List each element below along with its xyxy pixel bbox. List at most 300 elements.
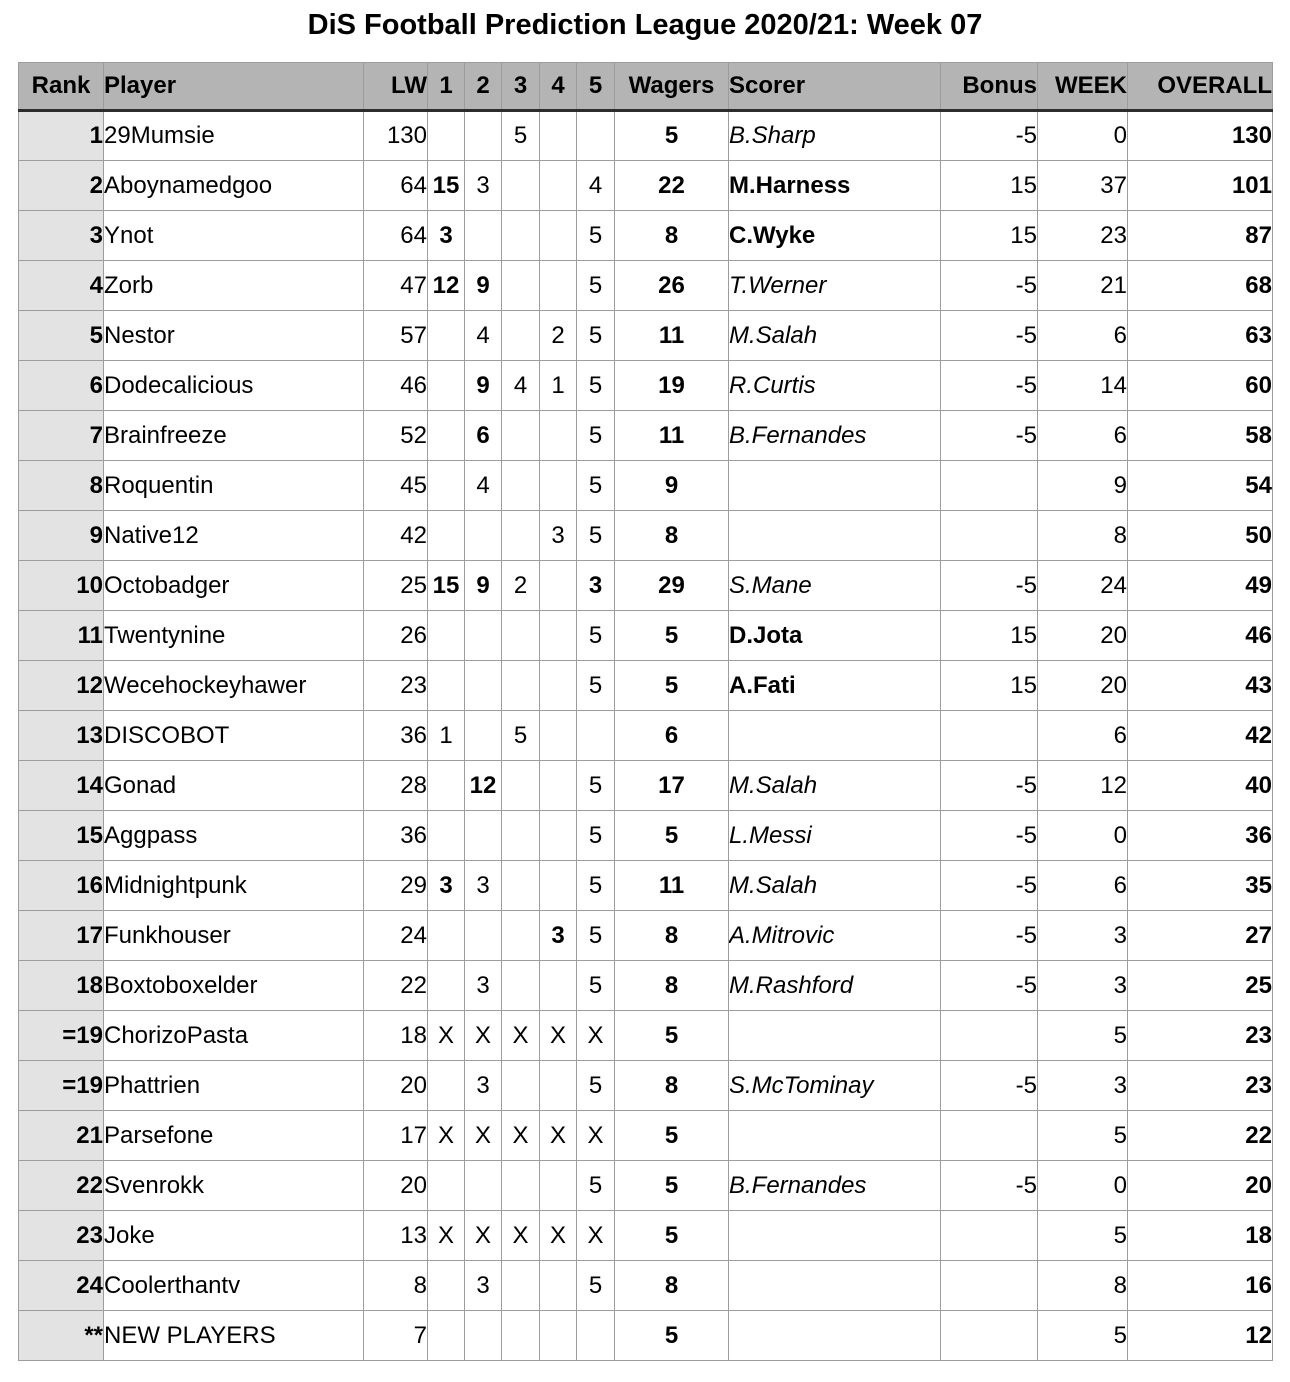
lw-cell: 18 [364,1011,428,1061]
col-header-player: Player [104,63,364,111]
pick-cell-2 [465,511,502,561]
bonus-cell: -5 [941,411,1038,461]
pick-cell-4 [540,811,577,861]
player-cell: Joke [104,1211,364,1261]
col-header-pick-4: 4 [540,63,577,111]
player-cell: Ynot [104,211,364,261]
rank-cell: =19 [19,1011,104,1061]
pick-cell-1: X [428,1111,465,1161]
week-cell: 8 [1038,511,1128,561]
week-cell: 5 [1038,1211,1128,1261]
pick-cell-3 [502,761,540,811]
overall-cell: 87 [1128,211,1273,261]
header-row [19,63,1273,111]
player-cell: 29Mumsie [104,111,364,161]
lw-cell: 8 [364,1261,428,1311]
pick-cell-1: 12 [428,261,465,311]
bonus-cell [941,1111,1038,1161]
overall-cell: 130 [1128,111,1273,161]
week-cell: 3 [1038,961,1128,1011]
pick-cell-1 [428,911,465,961]
pick-cell-4 [540,1311,577,1361]
table-row [19,311,1273,361]
bonus-cell: -5 [941,911,1038,961]
table-row [19,761,1273,811]
pick-cell-3 [502,1161,540,1211]
pick-cell-2: 3 [465,161,502,211]
rank-cell: 3 [19,211,104,261]
player-cell: Svenrokk [104,1161,364,1211]
pick-cell-1 [428,361,465,411]
wagers-cell: 5 [615,661,729,711]
bonus-cell [941,511,1038,561]
player-cell: Midnightpunk [104,861,364,911]
rank-cell: 12 [19,661,104,711]
pick-cell-3 [502,261,540,311]
week-cell: 21 [1038,261,1128,311]
bonus-cell [941,711,1038,761]
bonus-cell: -5 [941,961,1038,1011]
week-cell: 0 [1038,1161,1128,1211]
pick-cell-3 [502,861,540,911]
pick-cell-2 [465,711,502,761]
table-row [19,411,1273,461]
pick-cell-1: 1 [428,711,465,761]
scorer-cell: M.Salah [729,761,941,811]
table-row [19,1011,1273,1061]
pick-cell-1 [428,511,465,561]
week-cell: 20 [1038,661,1128,711]
lw-cell: 22 [364,961,428,1011]
pick-cell-1 [428,411,465,461]
pick-cell-1: 15 [428,161,465,211]
lw-cell: 24 [364,911,428,961]
week-cell: 6 [1038,311,1128,361]
week-cell: 20 [1038,611,1128,661]
bonus-cell: -5 [941,1161,1038,1211]
scorer-cell: M.Salah [729,311,941,361]
pick-cell-1 [428,811,465,861]
overall-cell: 23 [1128,1061,1273,1111]
week-cell: 12 [1038,761,1128,811]
overall-cell: 25 [1128,961,1273,1011]
player-cell: Twentynine [104,611,364,661]
bonus-cell: -5 [941,861,1038,911]
col-header-bonus: Bonus [941,63,1038,111]
bonus-cell: -5 [941,261,1038,311]
week-cell: 9 [1038,461,1128,511]
pick-cell-4 [540,411,577,461]
pick-cell-1 [428,1261,465,1311]
wagers-cell: 11 [615,861,729,911]
scorer-cell: M.Salah [729,861,941,911]
player-cell: Gonad [104,761,364,811]
col-header-pick-2: 2 [465,63,502,111]
lw-cell: 130 [364,111,428,161]
pick-cell-4 [540,1161,577,1211]
scorer-cell [729,1311,941,1361]
rank-cell: 10 [19,561,104,611]
bonus-cell: -5 [941,1061,1038,1111]
pick-cell-2 [465,611,502,661]
pick-cell-1 [428,961,465,1011]
pick-cell-5: 5 [577,661,615,711]
wagers-cell: 5 [615,811,729,861]
bonus-cell: -5 [941,361,1038,411]
player-cell: NEW PLAYERS [104,1311,364,1361]
pick-cell-2: 3 [465,1061,502,1111]
pick-cell-5: 5 [577,1061,615,1111]
pick-cell-1 [428,1311,465,1361]
scorer-cell [729,1111,941,1161]
wagers-cell: 19 [615,361,729,411]
week-cell: 23 [1038,211,1128,261]
lw-cell: 26 [364,611,428,661]
scorer-cell [729,1211,941,1261]
pick-cell-2: 9 [465,261,502,311]
pick-cell-3 [502,211,540,261]
wagers-cell: 29 [615,561,729,611]
pick-cell-5: X [577,1111,615,1161]
pick-cell-5: 5 [577,611,615,661]
pick-cell-4: X [540,1011,577,1061]
table-row [19,1161,1273,1211]
scorer-cell [729,1261,941,1311]
player-cell: Boxtoboxelder [104,961,364,1011]
player-cell: Dodecalicious [104,361,364,411]
pick-cell-3 [502,911,540,961]
overall-cell: 43 [1128,661,1273,711]
col-header-pick-3: 3 [502,63,540,111]
scorer-cell: M.Rashford [729,961,941,1011]
player-cell: Wecehockeyhawer [104,661,364,711]
pick-cell-4 [540,1061,577,1111]
player-cell: DISCOBOT [104,711,364,761]
rank-cell: 1 [19,111,104,161]
week-cell: 5 [1038,1111,1128,1161]
bonus-cell: -5 [941,761,1038,811]
table-row [19,211,1273,261]
pick-cell-5: 5 [577,261,615,311]
overall-cell: 42 [1128,711,1273,761]
table-row [19,361,1273,411]
col-header-wagers: Wagers [615,63,729,111]
overall-cell: 35 [1128,861,1273,911]
player-cell: Aggpass [104,811,364,861]
pick-cell-5: 3 [577,561,615,611]
scorer-cell: C.Wyke [729,211,941,261]
pick-cell-3 [502,511,540,561]
pick-cell-3: X [502,1011,540,1061]
pick-cell-5: 5 [577,311,615,361]
table-row [19,161,1273,211]
pick-cell-4 [540,761,577,811]
overall-cell: 16 [1128,1261,1273,1311]
lw-cell: 45 [364,461,428,511]
wagers-cell: 26 [615,261,729,311]
pick-cell-1 [428,1061,465,1111]
table-row [19,911,1273,961]
table-row [19,111,1273,161]
bonus-cell [941,1011,1038,1061]
week-cell: 6 [1038,861,1128,911]
pick-cell-1: X [428,1211,465,1261]
lw-cell: 57 [364,311,428,361]
wagers-cell: 8 [615,1261,729,1311]
lw-cell: 20 [364,1161,428,1211]
pick-cell-4 [540,111,577,161]
week-cell: 5 [1038,1311,1128,1361]
lw-cell: 25 [364,561,428,611]
week-cell: 3 [1038,1061,1128,1111]
table-row [19,611,1273,661]
pick-cell-4 [540,711,577,761]
wagers-cell: 8 [615,211,729,261]
pick-cell-1 [428,761,465,811]
bonus-cell [941,1211,1038,1261]
pick-cell-1 [428,311,465,361]
pick-cell-3 [502,961,540,1011]
pick-cell-3 [502,661,540,711]
lw-cell: 7 [364,1311,428,1361]
overall-cell: 68 [1128,261,1273,311]
overall-cell: 46 [1128,611,1273,661]
lw-cell: 64 [364,211,428,261]
bonus-cell: 15 [941,161,1038,211]
pick-cell-5: 5 [577,361,615,411]
scorer-cell: S.Mane [729,561,941,611]
pick-cell-3 [502,411,540,461]
pick-cell-3 [502,611,540,661]
pick-cell-2: 9 [465,361,502,411]
lw-cell: 36 [364,711,428,761]
pick-cell-2: 3 [465,861,502,911]
pick-cell-3 [502,461,540,511]
scorer-cell: M.Harness [729,161,941,211]
pick-cell-4 [540,561,577,611]
wagers-cell: 9 [615,461,729,511]
lw-cell: 46 [364,361,428,411]
week-cell: 8 [1038,1261,1128,1311]
pick-cell-4 [540,161,577,211]
wagers-cell: 8 [615,911,729,961]
rank-cell: 24 [19,1261,104,1311]
rank-cell: 9 [19,511,104,561]
table-row [19,461,1273,511]
pick-cell-2: X [465,1211,502,1261]
player-cell: Zorb [104,261,364,311]
week-cell: 6 [1038,711,1128,761]
pick-cell-3: 2 [502,561,540,611]
pick-cell-5: 5 [577,961,615,1011]
pick-cell-2 [465,911,502,961]
lw-cell: 13 [364,1211,428,1261]
pick-cell-4 [540,611,577,661]
table-row [19,861,1273,911]
rank-cell: =19 [19,1061,104,1111]
pick-cell-2 [465,111,502,161]
wagers-cell: 11 [615,411,729,461]
col-header-rank: Rank [19,63,104,111]
wagers-cell: 8 [615,511,729,561]
rank-cell: 5 [19,311,104,361]
wagers-cell: 5 [615,1311,729,1361]
pick-cell-5: 5 [577,461,615,511]
bonus-cell [941,461,1038,511]
pick-cell-3: 5 [502,111,540,161]
scorer-cell: B.Fernandes [729,411,941,461]
rank-cell: 4 [19,261,104,311]
scorer-cell [729,711,941,761]
scorer-cell: T.Werner [729,261,941,311]
table-row [19,511,1273,561]
pick-cell-5: 5 [577,861,615,911]
pick-cell-5: X [577,1011,615,1061]
wagers-cell: 5 [615,1111,729,1161]
player-cell: Nestor [104,311,364,361]
pick-cell-4 [540,1261,577,1311]
player-cell: Brainfreeze [104,411,364,461]
col-header-overall: OVERALL [1128,63,1273,111]
scorer-cell: A.Fati [729,661,941,711]
pick-cell-2: X [465,1111,502,1161]
pick-cell-4 [540,961,577,1011]
rank-cell: 11 [19,611,104,661]
rank-cell: 16 [19,861,104,911]
week-cell: 5 [1038,1011,1128,1061]
wagers-cell: 8 [615,1061,729,1111]
wagers-cell: 17 [615,761,729,811]
overall-cell: 60 [1128,361,1273,411]
rank-cell: 13 [19,711,104,761]
rank-cell: 14 [19,761,104,811]
week-cell: 14 [1038,361,1128,411]
bonus-cell [941,1311,1038,1361]
wagers-cell: 8 [615,961,729,1011]
pick-cell-1 [428,611,465,661]
pick-cell-5 [577,1311,615,1361]
table-row [19,661,1273,711]
week-cell: 0 [1038,111,1128,161]
player-cell: Parsefone [104,1111,364,1161]
pick-cell-4 [540,461,577,511]
wagers-cell: 5 [615,1011,729,1061]
table-row [19,1061,1273,1111]
pick-cell-4: X [540,1111,577,1161]
lw-cell: 47 [364,261,428,311]
player-cell: Coolerthantv [104,1261,364,1311]
wagers-cell: 5 [615,1161,729,1211]
rank-cell: ** [19,1311,104,1361]
pick-cell-3 [502,1311,540,1361]
pick-cell-5: 5 [577,1161,615,1211]
pick-cell-5: 5 [577,211,615,261]
pick-cell-5: 5 [577,761,615,811]
bonus-cell: -5 [941,811,1038,861]
bonus-cell: -5 [941,111,1038,161]
table-row [19,561,1273,611]
overall-cell: 12 [1128,1311,1273,1361]
bonus-cell: 15 [941,661,1038,711]
overall-cell: 63 [1128,311,1273,361]
wagers-cell: 5 [615,1211,729,1261]
lw-cell: 42 [364,511,428,561]
scorer-cell [729,461,941,511]
rank-cell: 18 [19,961,104,1011]
pick-cell-3 [502,1061,540,1111]
player-cell: Phattrien [104,1061,364,1111]
col-header-lw: LW [364,63,428,111]
pick-cell-2: 9 [465,561,502,611]
bonus-cell: -5 [941,311,1038,361]
pick-cell-1: 3 [428,211,465,261]
player-cell: Funkhouser [104,911,364,961]
pick-cell-5: 5 [577,1261,615,1311]
pick-cell-2: 3 [465,961,502,1011]
pick-cell-1 [428,1161,465,1211]
pick-cell-3: 5 [502,711,540,761]
col-header-scorer: Scorer [729,63,941,111]
wagers-cell: 11 [615,311,729,361]
player-cell: Octobadger [104,561,364,611]
pick-cell-4 [540,861,577,911]
lw-cell: 23 [364,661,428,711]
scorer-cell [729,511,941,561]
bonus-cell: -5 [941,561,1038,611]
pick-cell-1 [428,661,465,711]
scorer-cell: S.McTominay [729,1061,941,1111]
overall-cell: 50 [1128,511,1273,561]
pick-cell-3 [502,1261,540,1311]
scorer-cell: R.Curtis [729,361,941,411]
player-cell: Aboynamedgoo [104,161,364,211]
overall-cell: 36 [1128,811,1273,861]
overall-cell: 20 [1128,1161,1273,1211]
week-cell: 0 [1038,811,1128,861]
pick-cell-1 [428,111,465,161]
scorer-cell [729,1011,941,1061]
pick-cell-3 [502,311,540,361]
pick-cell-5: 5 [577,911,615,961]
wagers-cell: 5 [615,111,729,161]
bonus-cell [941,1261,1038,1311]
pick-cell-2 [465,1161,502,1211]
pick-cell-4: 3 [540,511,577,561]
player-cell: Native12 [104,511,364,561]
overall-cell: 40 [1128,761,1273,811]
bonus-cell: 15 [941,211,1038,261]
week-cell: 3 [1038,911,1128,961]
rank-cell: 21 [19,1111,104,1161]
table-row [19,1311,1273,1361]
rank-cell: 8 [19,461,104,511]
pick-cell-4 [540,211,577,261]
rank-cell: 6 [19,361,104,411]
overall-cell: 58 [1128,411,1273,461]
league-table [18,62,1273,1361]
scorer-cell: D.Jota [729,611,941,661]
table-row [19,1111,1273,1161]
pick-cell-2 [465,211,502,261]
lw-cell: 64 [364,161,428,211]
page-title: DiS Football Prediction League 2020/21: Week 07 [307,9,983,41]
scorer-cell: A.Mitrovic [729,911,941,961]
pick-cell-3: 4 [502,361,540,411]
table-row [19,711,1273,761]
pick-cell-5 [577,111,615,161]
pick-cell-4: 3 [540,911,577,961]
rank-cell: 22 [19,1161,104,1211]
